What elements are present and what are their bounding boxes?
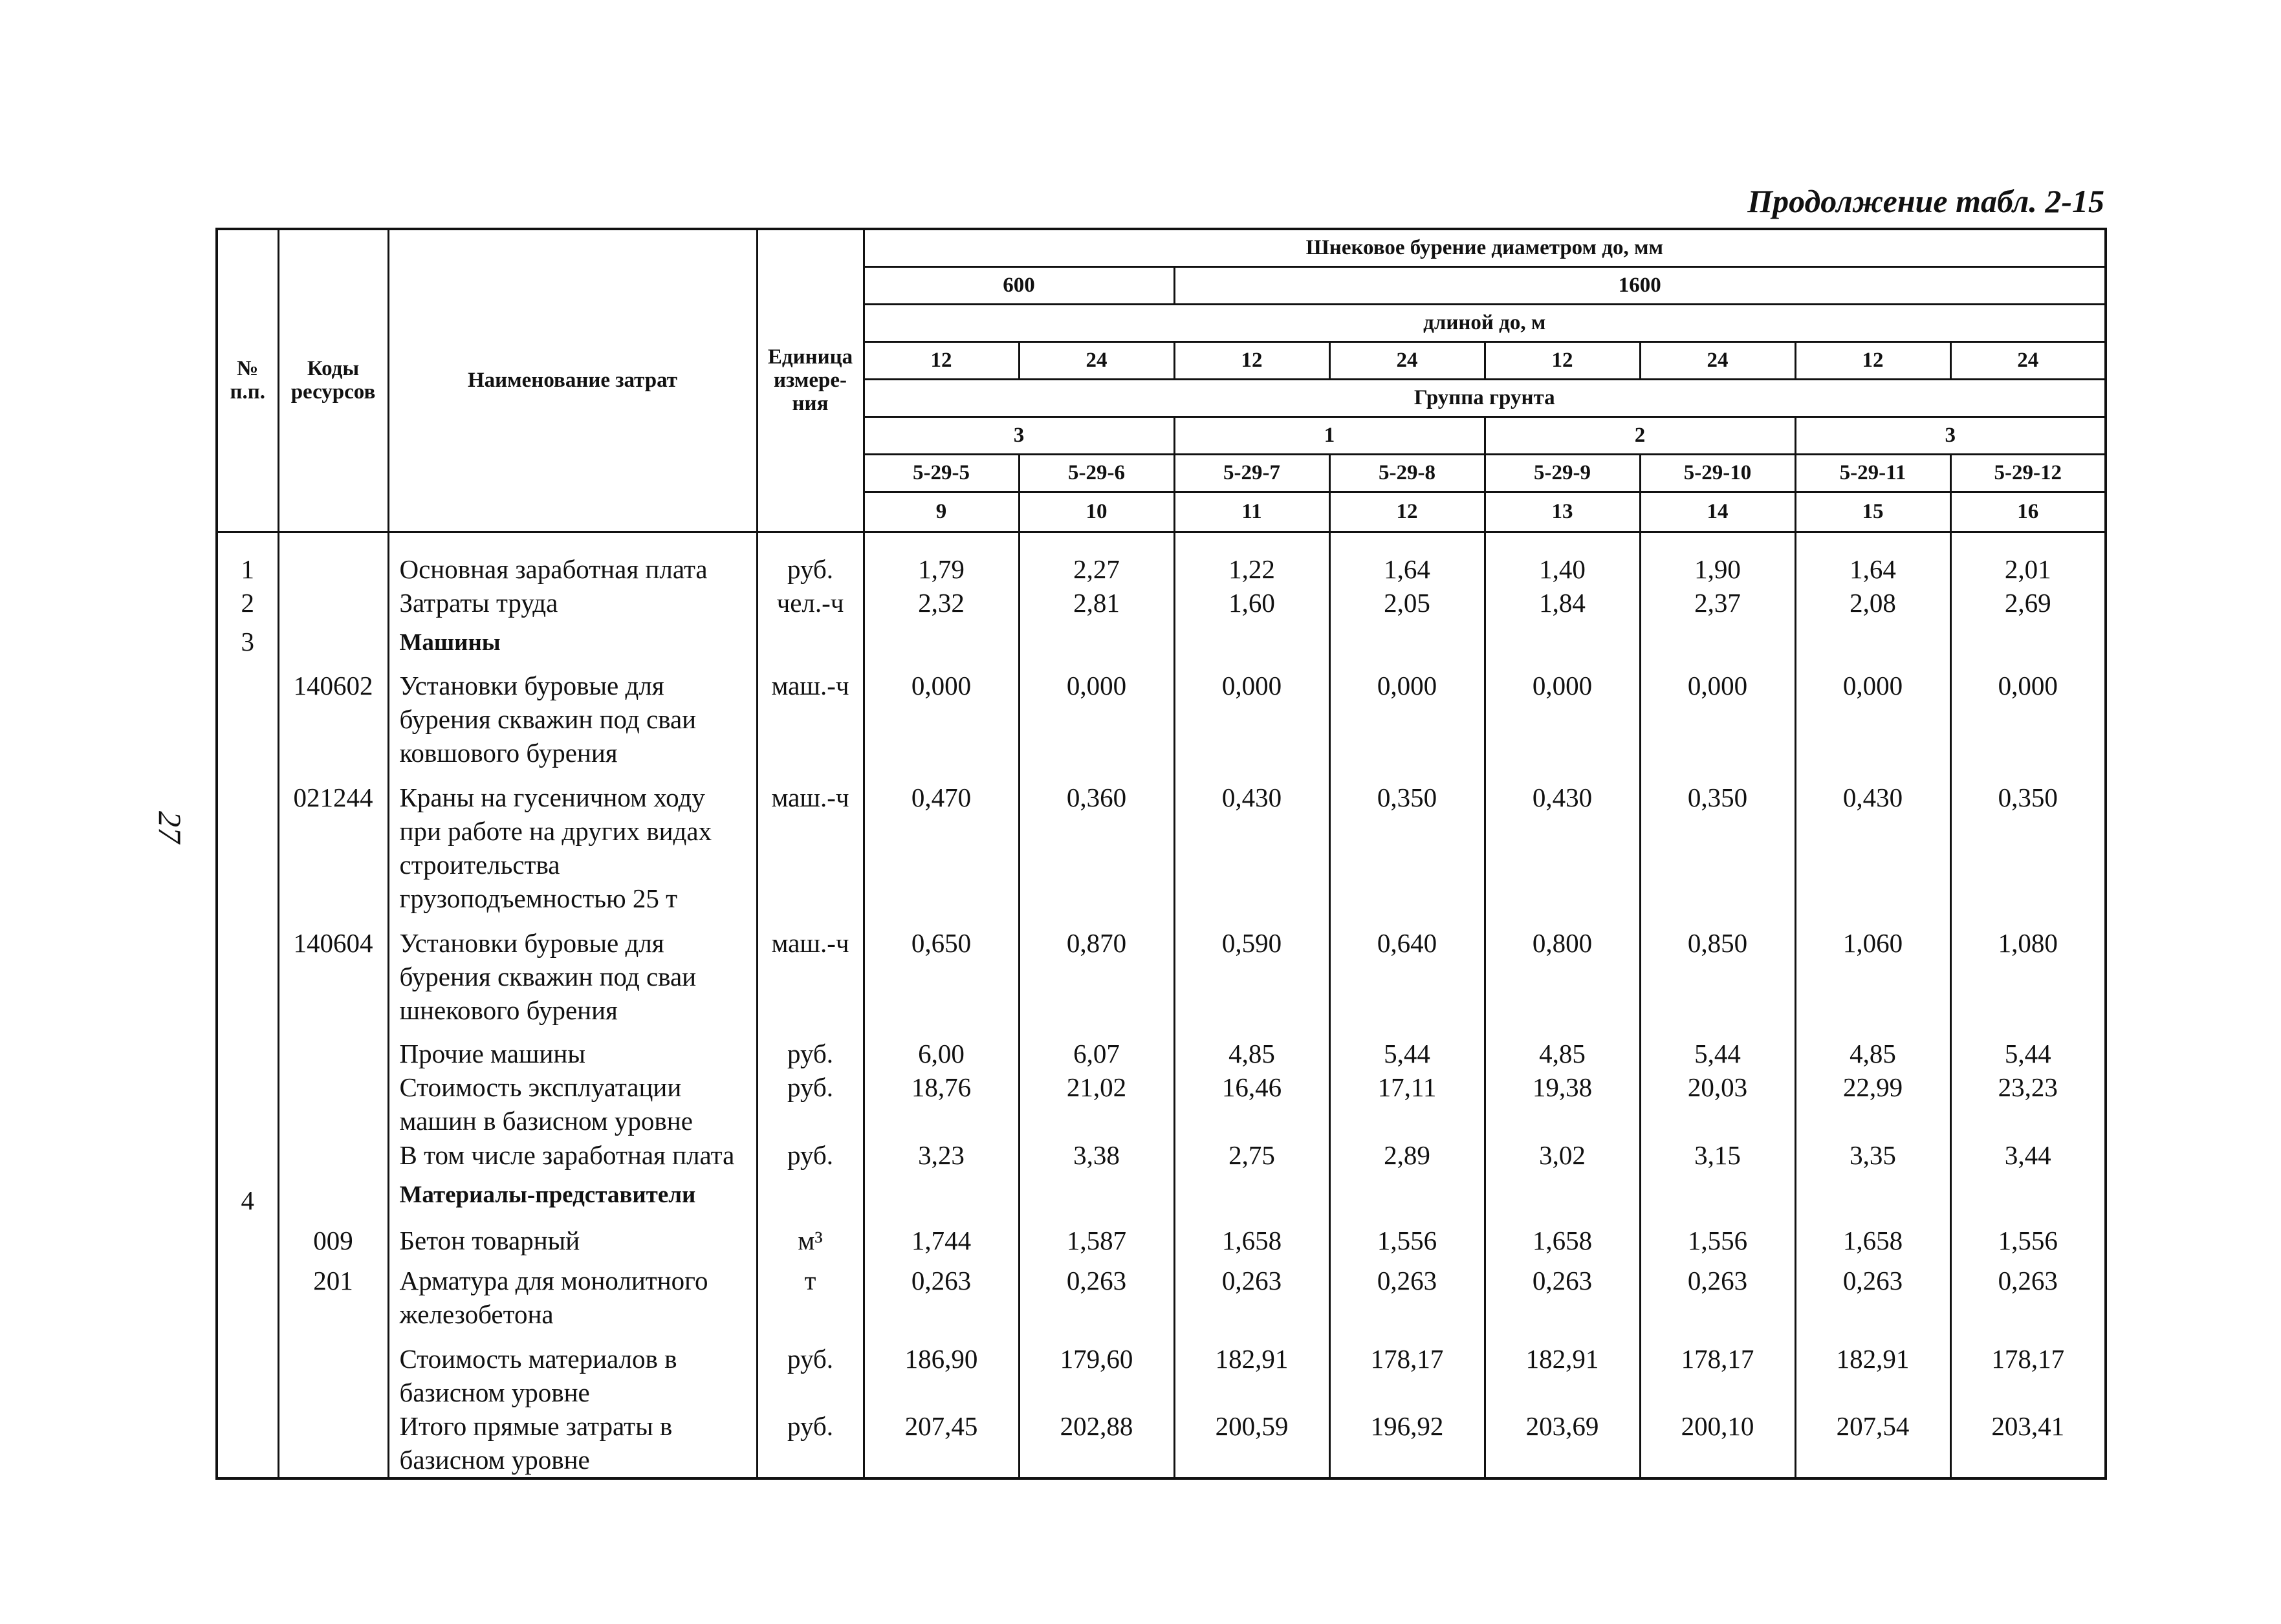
header-norm-code: 5-29-5 (864, 454, 1019, 492)
value-cell: 0,350 (1329, 770, 1485, 916)
empty-cell (1485, 1477, 1640, 1478)
resource-code (278, 1172, 388, 1217)
header-length: 24 (1019, 341, 1174, 379)
value-cell: 1,556 (1950, 1217, 2106, 1257)
value-cell (1640, 1172, 1795, 1217)
value-cell: 178,17 (1950, 1332, 2106, 1410)
value-cell: 0,263 (1329, 1257, 1485, 1332)
header-norm-code: 5-29-9 (1485, 454, 1640, 492)
value-cell (1019, 620, 1174, 660)
unit-cell (757, 1172, 864, 1217)
empty-cell (278, 1477, 388, 1478)
header-length: 24 (1329, 341, 1485, 379)
header-diameter: 600 (864, 266, 1174, 304)
value-cell: 0,360 (1019, 770, 1174, 916)
value-cell: 1,79 (864, 532, 1019, 586)
resource-code (278, 586, 388, 620)
unit-cell: маш.-ч (757, 770, 864, 916)
value-cell: 5,44 (1950, 1028, 2106, 1070)
value-cell: 200,59 (1174, 1409, 1329, 1477)
page-number: 27 (152, 811, 188, 843)
table-row (217, 1332, 2106, 1410)
table-header (217, 229, 2106, 532)
cost-name: В том числе заработная плата (388, 1138, 757, 1172)
value-cell: 200,10 (1640, 1409, 1795, 1477)
value-cell (1174, 620, 1329, 660)
row-number (217, 1257, 278, 1332)
value-cell: 1,64 (1795, 532, 1950, 586)
value-cell: 2,37 (1640, 586, 1795, 620)
table-row (217, 532, 2106, 586)
header-norm-code: 5-29-8 (1329, 454, 1485, 492)
value-cell: 2,27 (1019, 532, 1174, 586)
value-cell: 207,45 (864, 1409, 1019, 1477)
value-cell: 0,263 (1950, 1257, 2106, 1332)
value-cell: 182,91 (1485, 1332, 1640, 1410)
value-cell: 0,000 (1640, 660, 1795, 770)
value-cell: 1,658 (1795, 1217, 1950, 1257)
table-row (217, 1070, 2106, 1138)
value-cell: 1,556 (1640, 1217, 1795, 1257)
header-column-number: 13 (1485, 492, 1640, 532)
value-cell: 0,000 (1329, 660, 1485, 770)
value-cell: 202,88 (1019, 1409, 1174, 1477)
value-cell: 4,85 (1485, 1028, 1640, 1070)
value-cell: 23,23 (1950, 1070, 2106, 1138)
header-column-number: 14 (1640, 492, 1795, 532)
value-cell (1795, 1172, 1950, 1217)
value-cell (1950, 620, 2106, 660)
table-row (217, 1028, 2106, 1070)
empty-cell (864, 1477, 1019, 1478)
row-number (217, 1138, 278, 1172)
header-num: № п.п. (217, 229, 278, 532)
resource-code (278, 1138, 388, 1172)
row-number (217, 660, 278, 770)
value-cell: 5,44 (1329, 1028, 1485, 1070)
header-length: 12 (864, 341, 1019, 379)
value-cell: 3,02 (1485, 1138, 1640, 1172)
value-cell: 21,02 (1019, 1070, 1174, 1138)
value-cell: 0,350 (1950, 770, 2106, 916)
unit-cell: руб. (757, 532, 864, 586)
value-cell: 1,060 (1795, 916, 1950, 1028)
value-cell: 17,11 (1329, 1070, 1485, 1138)
value-cell: 0,430 (1174, 770, 1329, 916)
value-cell (1795, 620, 1950, 660)
value-cell: 6,00 (864, 1028, 1019, 1070)
resource-code: 140604 (278, 916, 388, 1028)
header-norm-code: 5-29-12 (1950, 454, 2106, 492)
value-cell: 2,08 (1795, 586, 1950, 620)
cost-name: Итого прямые затраты в базисном уровне (388, 1409, 757, 1477)
value-cell: 0,263 (864, 1257, 1019, 1332)
row-number: 3 (217, 620, 278, 660)
value-cell: 19,38 (1485, 1070, 1640, 1138)
value-cell: 1,658 (1485, 1217, 1640, 1257)
resource-code (278, 1070, 388, 1138)
section-heading: Машины (388, 620, 757, 660)
value-cell: 203,41 (1950, 1409, 2106, 1477)
value-cell (1174, 1172, 1329, 1217)
value-cell: 5,44 (1640, 1028, 1795, 1070)
header-soil-title: Группа грунта (864, 379, 2106, 417)
table-row (217, 1257, 2106, 1332)
row-number (217, 1028, 278, 1070)
table-row (217, 770, 2106, 916)
value-cell: 0,000 (1174, 660, 1329, 770)
value-cell: 4,85 (1174, 1028, 1329, 1070)
resource-code (278, 1332, 388, 1410)
table-caption: Продолжение табл. 2-15 (1747, 183, 2104, 219)
value-cell (864, 1172, 1019, 1217)
row-number: 1 (217, 532, 278, 586)
unit-cell: т (757, 1257, 864, 1332)
unit-cell: руб. (757, 1409, 864, 1477)
value-cell: 0,000 (1950, 660, 2106, 770)
cost-name: Установки буровые для бурения скважин под сваи ковшового бурения (388, 660, 757, 770)
value-cell: 178,17 (1329, 1332, 1485, 1410)
value-cell: 3,15 (1640, 1138, 1795, 1172)
unit-cell: руб. (757, 1070, 864, 1138)
value-cell: 0,870 (1019, 916, 1174, 1028)
value-cell: 0,263 (1640, 1257, 1795, 1332)
resource-code: 201 (278, 1257, 388, 1332)
value-cell: 2,75 (1174, 1138, 1329, 1172)
empty-cell (1795, 1477, 1950, 1478)
value-cell: 1,84 (1485, 586, 1640, 620)
empty-cell (1329, 1477, 1485, 1478)
header-unit: Единица измере-ния (757, 229, 864, 532)
unit-cell: чел.-ч (757, 586, 864, 620)
resource-code: 009 (278, 1217, 388, 1257)
resource-code (278, 1409, 388, 1477)
resource-code: 140602 (278, 660, 388, 770)
header-length: 12 (1795, 341, 1950, 379)
value-cell: 2,69 (1950, 586, 2106, 620)
header-length: 24 (1640, 341, 1795, 379)
empty-cell (1174, 1477, 1329, 1478)
value-cell: 3,44 (1950, 1138, 2106, 1172)
value-cell: 203,69 (1485, 1409, 1640, 1477)
header-norm-code: 5-29-11 (1795, 454, 1950, 492)
value-cell: 1,40 (1485, 532, 1640, 586)
value-cell: 20,03 (1640, 1070, 1795, 1138)
unit-cell: руб. (757, 1028, 864, 1070)
table-filler-row (217, 1477, 2106, 1478)
header-length-title: длиной до, м (864, 304, 2106, 341)
value-cell: 179,60 (1019, 1332, 1174, 1410)
header-diameter: 1600 (1174, 266, 2106, 304)
cost-name: Установки буровые для бурения скважин под сваи шнекового бурения (388, 916, 757, 1028)
cost-name: Прочие машины (388, 1028, 757, 1070)
value-cell: 6,07 (1019, 1028, 1174, 1070)
value-cell: 0,263 (1019, 1257, 1174, 1332)
value-cell: 2,89 (1329, 1138, 1485, 1172)
value-cell: 0,000 (864, 660, 1019, 770)
value-cell: 0,430 (1485, 770, 1640, 916)
value-cell: 0,850 (1640, 916, 1795, 1028)
cost-name: Краны на гусеничном ходу при работе на других видах строительства грузоподъемностью 25 т (388, 770, 757, 916)
cost-name: Основная заработная плата (388, 532, 757, 586)
value-cell: 0,590 (1174, 916, 1329, 1028)
value-cell: 0,263 (1174, 1257, 1329, 1332)
value-cell: 1,60 (1174, 586, 1329, 620)
value-cell: 18,76 (864, 1070, 1019, 1138)
value-cell: 3,23 (864, 1138, 1019, 1172)
table-row (217, 1138, 2106, 1172)
value-cell: 22,99 (1795, 1070, 1950, 1138)
header-main-title: Шнековое бурение диаметром до, мм (864, 229, 2106, 266)
value-cell: 0,470 (864, 770, 1019, 916)
header-length: 12 (1174, 341, 1329, 379)
resource-table (215, 228, 2107, 1480)
header-column-number: 15 (1795, 492, 1950, 532)
value-cell: 186,90 (864, 1332, 1019, 1410)
value-cell: 1,64 (1329, 532, 1485, 586)
value-cell: 1,22 (1174, 532, 1329, 586)
empty-cell (1019, 1477, 1174, 1478)
value-cell: 1,658 (1174, 1217, 1329, 1257)
value-cell: 2,32 (864, 586, 1019, 620)
table-row (217, 916, 2106, 1028)
table-row (217, 1217, 2106, 1257)
row-number (217, 1409, 278, 1477)
table-row (217, 1409, 2106, 1477)
value-cell: 0,000 (1019, 660, 1174, 770)
value-cell: 0,263 (1795, 1257, 1950, 1332)
cost-name: Бетон товарный (388, 1217, 757, 1257)
value-cell: 1,744 (864, 1217, 1019, 1257)
value-cell: 0,650 (864, 916, 1019, 1028)
header-norm-code: 5-29-10 (1640, 454, 1795, 492)
row-number (217, 1217, 278, 1257)
resource-code (278, 620, 388, 660)
value-cell: 3,38 (1019, 1138, 1174, 1172)
value-cell (1950, 1172, 2106, 1217)
header-soil-group: 3 (1795, 417, 2106, 454)
unit-cell: руб. (757, 1138, 864, 1172)
value-cell: 16,46 (1174, 1070, 1329, 1138)
resource-code (278, 1028, 388, 1070)
table-row (217, 660, 2106, 770)
header-column-number: 12 (1329, 492, 1485, 532)
value-cell (1329, 620, 1485, 660)
resource-code: 021244 (278, 770, 388, 916)
header-column-number: 16 (1950, 492, 2106, 532)
value-cell (1329, 1172, 1485, 1217)
header-soil-group: 2 (1485, 417, 1795, 454)
value-cell: 182,91 (1795, 1332, 1950, 1410)
header-length: 24 (1950, 341, 2106, 379)
row-number (217, 770, 278, 916)
header-soil-group: 1 (1174, 417, 1485, 454)
row-number (217, 1332, 278, 1410)
row-number (217, 1070, 278, 1138)
value-cell: 3,35 (1795, 1138, 1950, 1172)
table-row (217, 620, 2106, 660)
value-cell: 196,92 (1329, 1409, 1485, 1477)
header-column-number: 9 (864, 492, 1019, 532)
value-cell: 1,556 (1329, 1217, 1485, 1257)
unit-cell: руб. (757, 1332, 864, 1410)
empty-cell (1950, 1477, 2106, 1478)
header-codes: Коды ресурсов (278, 229, 388, 532)
value-cell: 2,81 (1019, 586, 1174, 620)
value-cell (864, 620, 1019, 660)
value-cell (1485, 1172, 1640, 1217)
cost-name: Стоимость эксплуатации машин в базисном уровне (388, 1070, 757, 1138)
value-cell: 0,000 (1485, 660, 1640, 770)
header-soil-group: 3 (864, 417, 1174, 454)
row-number: 4 (217, 1172, 278, 1217)
unit-cell: м³ (757, 1217, 864, 1257)
header-norm-code: 5-29-7 (1174, 454, 1329, 492)
resource-code (278, 532, 388, 586)
header-column-number: 10 (1019, 492, 1174, 532)
value-cell: 0,800 (1485, 916, 1640, 1028)
cost-name: Стоимость материалов в базисном уровне (388, 1332, 757, 1410)
header-column-number: 11 (1174, 492, 1329, 532)
value-cell: 178,17 (1640, 1332, 1795, 1410)
cost-name: Затраты труда (388, 586, 757, 620)
section-heading: Материалы-представители (388, 1172, 757, 1217)
value-cell: 1,080 (1950, 916, 2106, 1028)
value-cell: 0,263 (1485, 1257, 1640, 1332)
row-number (217, 916, 278, 1028)
value-cell: 2,05 (1329, 586, 1485, 620)
value-cell: 207,54 (1795, 1409, 1950, 1477)
header-norm-code: 5-29-6 (1019, 454, 1174, 492)
value-cell (1640, 620, 1795, 660)
cost-name: Арматура для монолитного железобетона (388, 1257, 757, 1332)
value-cell: 1,90 (1640, 532, 1795, 586)
value-cell: 0,350 (1640, 770, 1795, 916)
row-number: 2 (217, 586, 278, 620)
empty-cell (1640, 1477, 1795, 1478)
header-name: Наименование затрат (388, 229, 757, 532)
table-row (217, 586, 2106, 620)
unit-cell (757, 620, 864, 660)
empty-cell (757, 1477, 864, 1478)
table-row (217, 1172, 2106, 1217)
empty-cell (217, 1477, 278, 1478)
value-cell: 0,000 (1795, 660, 1950, 770)
value-cell: 0,430 (1795, 770, 1950, 916)
unit-cell: маш.-ч (757, 660, 864, 770)
unit-cell: маш.-ч (757, 916, 864, 1028)
header-length: 12 (1485, 341, 1640, 379)
value-cell: 2,01 (1950, 532, 2106, 586)
empty-cell (388, 1477, 757, 1478)
value-cell: 1,587 (1019, 1217, 1174, 1257)
value-cell: 182,91 (1174, 1332, 1329, 1410)
table-body (217, 532, 2106, 1478)
value-cell (1485, 620, 1640, 660)
value-cell: 4,85 (1795, 1028, 1950, 1070)
value-cell (1019, 1172, 1174, 1217)
value-cell: 0,640 (1329, 916, 1485, 1028)
